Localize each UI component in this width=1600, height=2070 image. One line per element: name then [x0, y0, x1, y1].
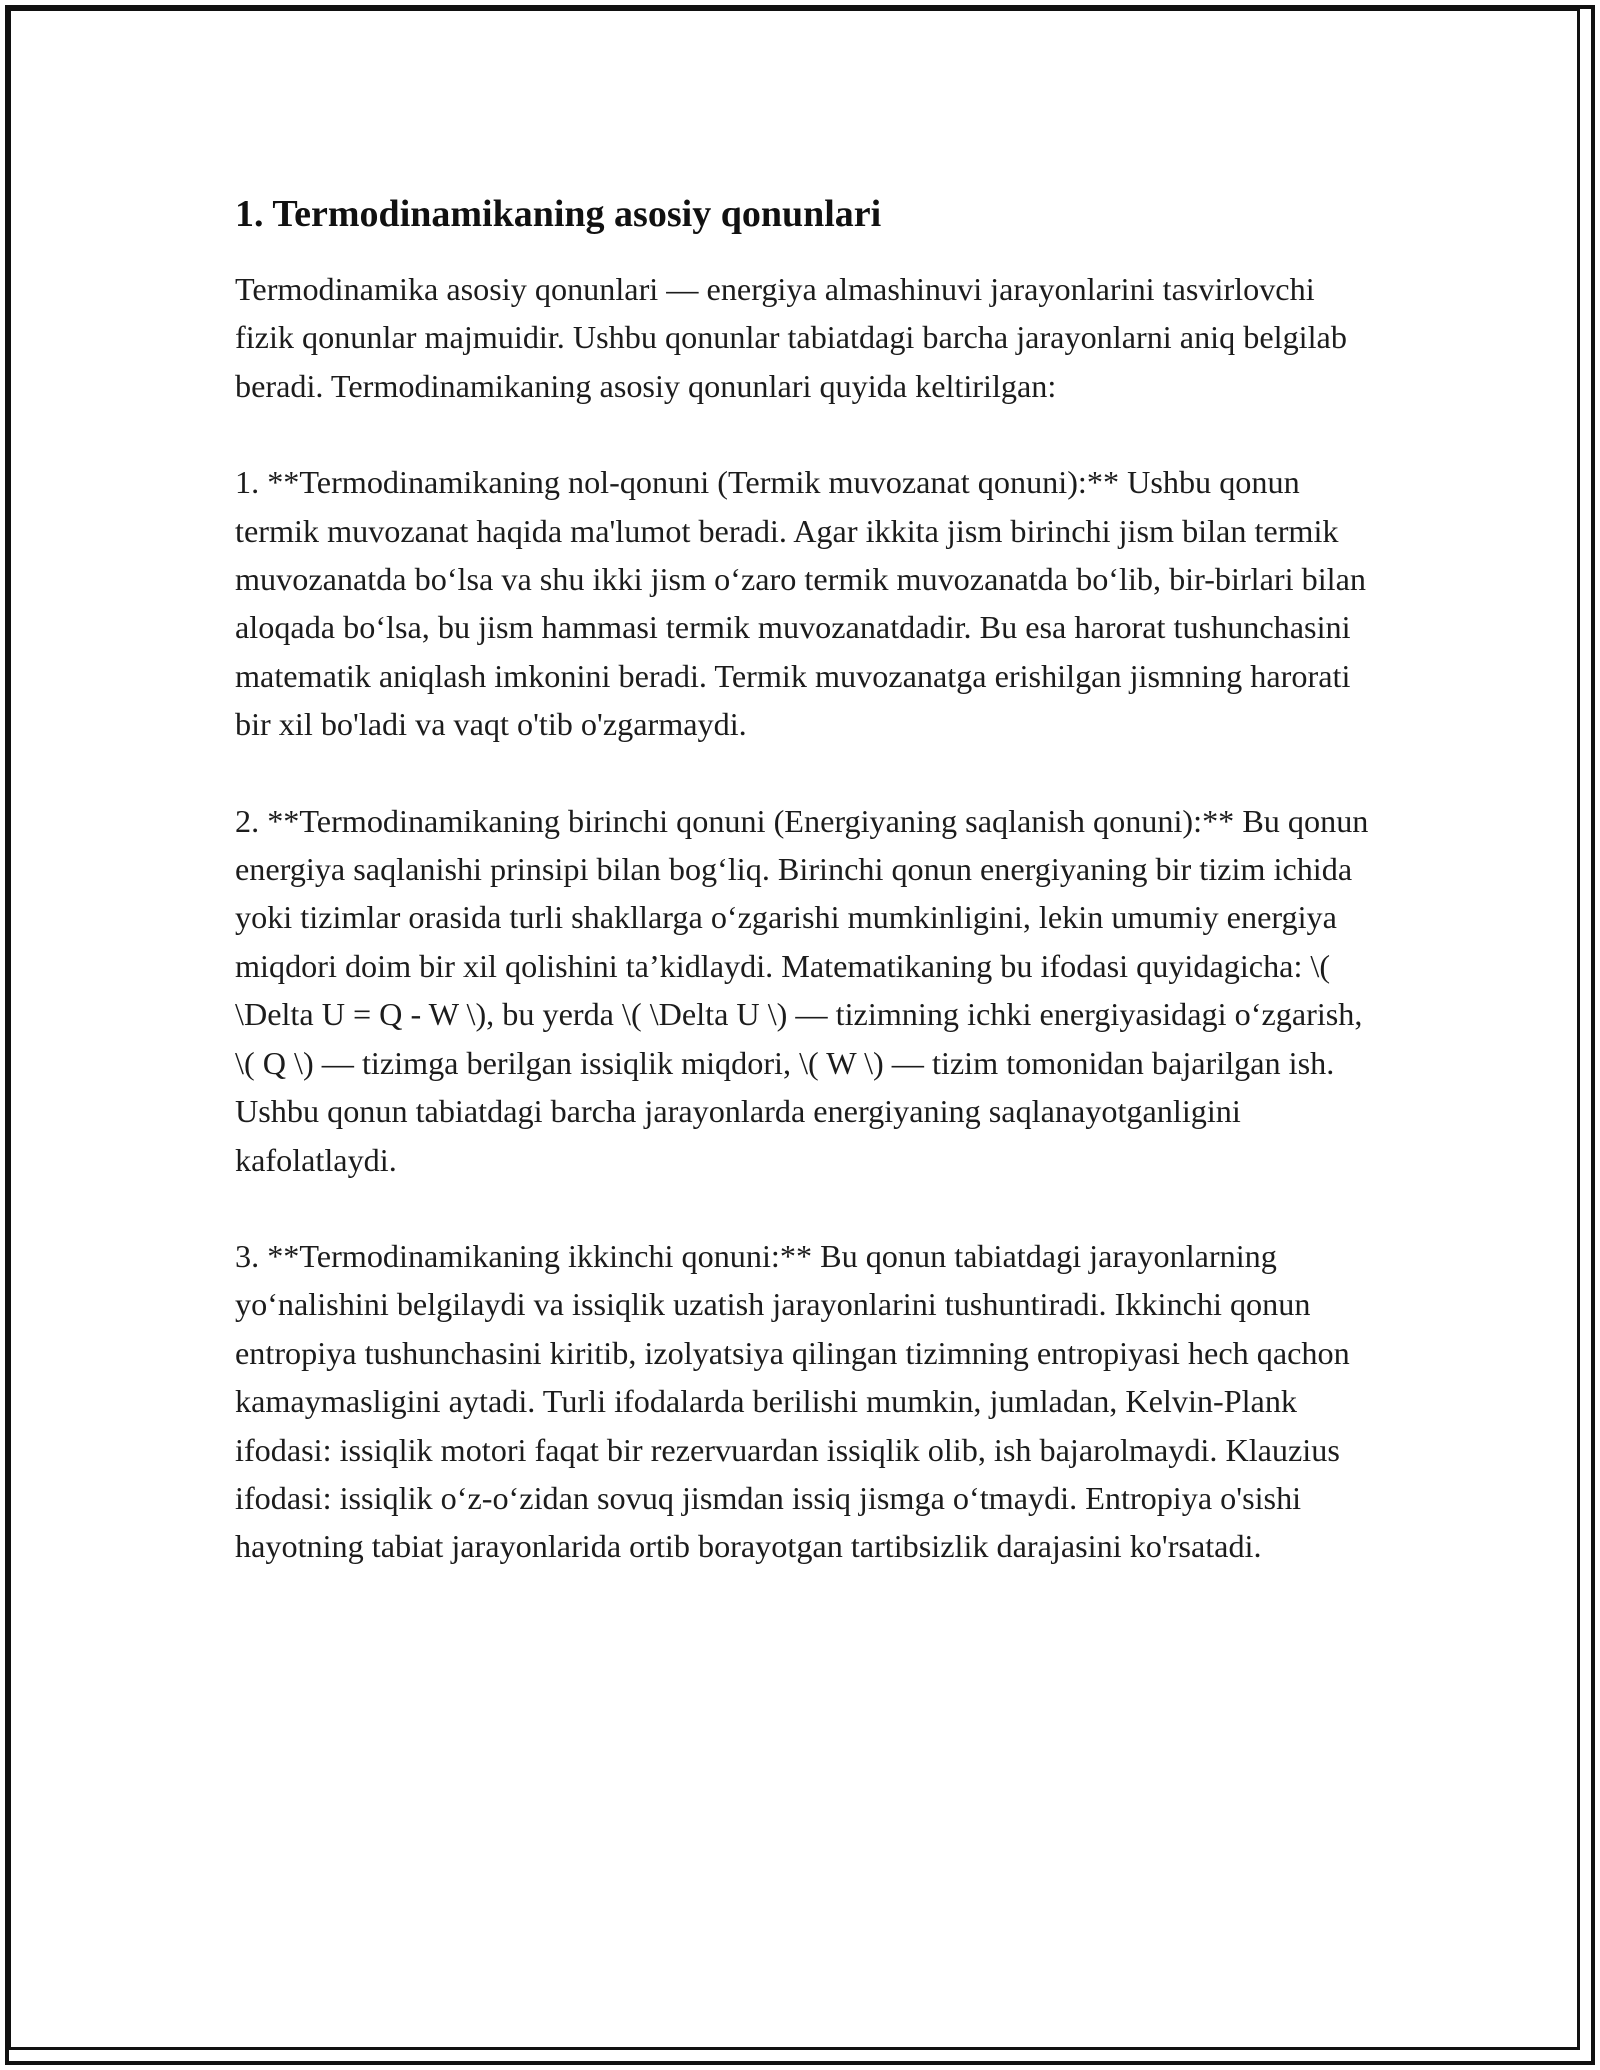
section-heading: 1. Termodinamikaning asosiy qonunlari: [235, 193, 882, 235]
second-law-paragraph: 3. **Termodinamikaning ikkinchi qonuni:** Bu qonun tabiatdagi jarayonlarning yoʻnalishini belgilaydi va issiqlik uzatish jarayonlarini tushuntiradi. Ikkinchi qonun entropiya tushunchasini kiritib, izolyatsiya qilingan tizimning entropiyasi hech qachon kamaymasligini aytadi. Turli ifodalarda berilishi mumkin, jumladan, Kelvin-Plank ifodasi: issiqlik motori faqat bir rezervuardan issiqlik olib, ish bajarolmaydi. Klauzius ifodasi: issiqlik oʻz-oʻzidan sovuq jismdan issiq jismga oʻtmaydi. Entropiya o'sishi hayotning tabiat jarayonlarida ortib borayotgan tartibsizlik darajasini ko'rsatadi.: [235, 1237, 1350, 1565]
document-body: [235, 185, 1370, 1571]
intro-paragraph: Termodinamika asosiy qonunlari — energiya almashinuvi jarayonlarini tasvirlovchi fizik qonunlar majmuidir. Ushbu qonunlar tabiatdagi barcha jarayonlarni aniq belgilab beradi. Termodinamikaning asosiy qonunlari quyida keltirilgan:: [235, 271, 1347, 404]
first-law-paragraph: 2. **Termodinamikaning birinchi qonuni (Energiyaning saqlanish qonuni):** Bu qonun energiya saqlanishi prinsipi bilan bogʻliq. Birinchi qonun energiyaning bir tizim ichida yoki tizimlar orasida turli shakllarga oʻzgarishi mumkinligini, lekin umumiy energiya miqdori doim bir xil qolishini taʼkidlaydi. Matematikaning bu ifodasi quyidagicha: \( \Delta U = Q - W \), bu yerda \( \Delta U \) — tizimning ichki energiyasidagi oʻzgarish, \( Q \) — tizimga berilgan issiqlik miqdori, \( W \) — tizim tomonidan bajarilgan ish. Ushbu qonun tabiatdagi barcha jarayonlarda energiyaning saqlanayotganligini kafolatlaydi.: [235, 802, 1369, 1178]
zeroth-law-paragraph: 1. **Termodinamikaning nol-qonuni (Termik muvozanat qonuni):** Ushbu qonun termik muvozanat haqida ma'lumot beradi. Agar ikkita jism birinchi jism bilan termik muvozanatda boʻlsa va shu ikki jism oʻzaro termik muvozanatda boʻlib, bir-birlari bilan aloqada boʻlsa, bu jism hammasi termik muvozanatdadir. Bu esa harorat tushunchasini matematik aniqlash imkonini beradi. Termik muvozanatga erishilgan jismning harorati bir xil bo'ladi va vaqt o'tib o'zgarmaydi.: [235, 464, 1366, 743]
